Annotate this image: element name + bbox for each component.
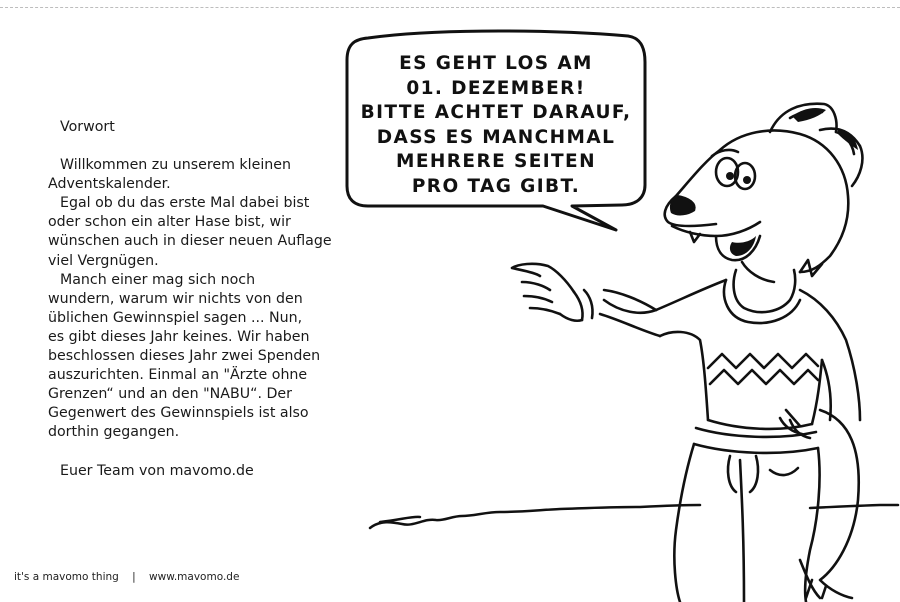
text-line: Egal ob du das erste Mal dabei bist (60, 195, 310, 212)
text-line: beschlossen dieses Jahr zwei Spenden (48, 348, 321, 365)
text-line: wünschen auch in dieser neuen Auflage (48, 233, 332, 250)
bubble-line: MEHRERE SEITEN (396, 151, 596, 172)
text-line: viel Vergnügen. (48, 252, 159, 269)
bubble-line: BITTE ACHTET DARAUF, (360, 102, 632, 123)
bubble-line: 01. DEZEMBER! (406, 77, 586, 99)
bubble-line: ES GEHT LOS AM (399, 53, 593, 74)
bubble-line: DASS ES MANCHMAL (376, 126, 616, 148)
footer-brand: it's a mavomo thing (14, 571, 119, 583)
footer-website: www.mavomo.de (149, 571, 240, 583)
text-line: auszurichten. Einmal an "Ärzte ohne (48, 367, 308, 384)
text-line: es gibt dieses Jahr keines. Wir haben (48, 328, 310, 345)
text-line: Willkommen zu unserem kleinen (60, 157, 291, 174)
text-line: üblichen Gewinnspiel sagen ... Nun, (48, 309, 303, 326)
text-line: dorthin gegangen. (48, 424, 180, 441)
text-line: wundern, warum wir nichts von den (48, 290, 303, 307)
footer-separator: | (132, 571, 136, 583)
text-line: Adventskalender. (48, 176, 171, 193)
bubble-line: PRO TAG GIBT. (411, 175, 581, 197)
text-line: Manch einer mag sich noch (60, 271, 256, 288)
text-line: oder schon ein alter Hase bist, wir (48, 214, 291, 231)
speech-bubble-text (356, 52, 636, 199)
text-line: Gegenwert des Gewinnspiels ist also (48, 405, 309, 422)
text-line: Grenzen“ und an den "NABU“. Der (48, 386, 292, 403)
foreword-heading: Vorwort (60, 119, 115, 135)
foreword-signoff: Euer Team von mavomo.de (60, 462, 254, 479)
